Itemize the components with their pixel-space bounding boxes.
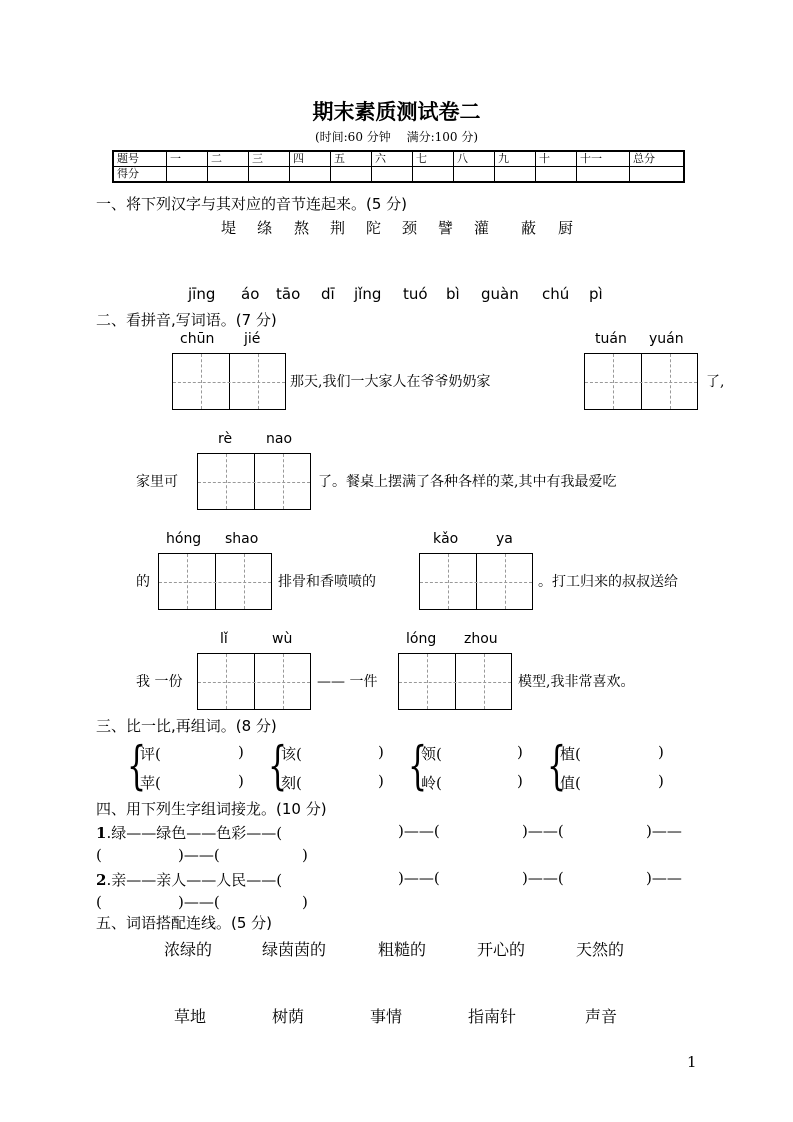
sentence-text: —— 一件 [317,674,378,690]
pinyin-hint: hóng [166,531,202,547]
s1-pinyin[interactable]: tāo [276,285,301,303]
score-cell[interactable] [577,167,630,183]
chain-start: .绿——绿色——色彩——( [106,824,283,842]
sentence-text: 模型,我非常喜欢。 [518,674,635,690]
header-cell: 六 [372,151,413,167]
chain-link[interactable]: )——( [178,893,220,911]
match-noun[interactable]: 事情 [370,1007,403,1026]
match-adjective[interactable]: 粗糙的 [378,940,427,959]
compare-word[interactable]: 值( [560,774,581,792]
compare-word[interactable]: 岭( [421,774,442,792]
chain-link[interactable]: )—— [646,822,682,840]
writing-box[interactable] [584,353,698,410]
section-5-heading: 五、词语搭配连线。(5 分) [96,914,273,932]
sentence-text: 那天,我们一大家人在爷爷奶奶家 [290,374,491,390]
pinyin-hint: rè [218,431,233,447]
chain-link[interactable]: )——( [178,846,220,864]
match-adjective[interactable]: 绿茵茵的 [262,940,327,959]
row-label: 得分 [113,167,167,183]
pinyin-hint: tuán [595,331,627,347]
writing-box[interactable] [398,653,512,710]
s1-char[interactable]: 厨 [558,219,574,237]
section-2-heading: 二、看拼音,写词语。(7 分) [96,311,277,329]
score-table [112,150,685,183]
page-number: 1 [687,1053,697,1071]
brace-icon: { [268,736,288,797]
compare-close: ) [658,743,664,761]
s1-pinyin[interactable]: tuó [403,285,428,303]
match-noun[interactable]: 树荫 [272,1007,305,1026]
chain-link[interactable]: )——( [522,822,564,840]
compare-word[interactable]: 苹( [140,774,161,792]
brace-icon: { [127,736,147,797]
chain-line-2 [96,869,282,890]
s1-pinyin[interactable]: guàn [481,285,519,303]
s1-pinyin[interactable]: chú [542,285,570,303]
writing-box[interactable] [197,453,311,510]
sentence-text: 排骨和香喷喷的 [278,574,376,590]
sentence-text: 家里可 [136,474,178,490]
chain-line-1 [96,822,282,843]
header-cell: 七 [413,151,454,167]
header-cell: 五 [331,151,372,167]
s1-char[interactable]: 譬 [438,219,454,237]
score-header-row [113,151,684,167]
writing-box[interactable] [158,553,272,610]
compare-close: ) [658,772,664,790]
compare-close: ) [517,772,523,790]
s1-char[interactable]: 陀 [366,219,382,237]
page-title: 期末素质测试卷二 [312,100,481,124]
s1-char[interactable]: 荆 [330,219,346,237]
score-cell[interactable] [167,167,208,183]
s1-char[interactable]: 蔽 [521,219,537,237]
match-adjective[interactable]: 浓绿的 [164,940,213,959]
header-cell: 十一 [577,151,630,167]
exam-info: (时间:60 分钟 满分:100 分) [314,130,479,144]
s1-char[interactable]: 灌 [474,219,490,237]
s1-char[interactable]: 颈 [402,219,418,237]
sentence-text: 了, [706,374,725,390]
s1-char[interactable]: 绦 [257,219,273,237]
compare-word[interactable]: 植( [560,745,581,763]
brace-icon: { [547,736,567,797]
match-noun[interactable]: 指南针 [468,1007,517,1026]
chain-open: ( [96,893,102,911]
score-value-row [113,167,684,183]
score-cell[interactable] [331,167,372,183]
writing-box[interactable] [197,653,311,710]
s1-char[interactable]: 熬 [294,219,310,237]
section-1-heading: 一、将下列汉字与其对应的音节连起来。(5 分) [96,195,408,213]
header-cell: 题号 [113,151,167,167]
chain-link[interactable]: )——( [522,869,564,887]
pinyin-hint: chūn [180,331,215,347]
s1-pinyin[interactable]: bì [446,285,460,303]
pinyin-hint: nao [266,431,293,447]
header-cell: 总分 [630,151,685,167]
s1-pinyin[interactable]: áo [241,285,260,303]
compare-close: ) [238,743,244,761]
chain-open: ( [96,846,102,864]
score-cell[interactable] [454,167,495,183]
header-cell: 三 [249,151,290,167]
pinyin-hint: yuán [649,331,684,347]
compare-close: ) [238,772,244,790]
sentence-text: 了。餐桌上摆满了各种各样的菜,其中有我最爱吃 [318,474,617,490]
section-4-heading: 四、用下列生字组词接龙。(10 分) [96,800,327,818]
score-cell[interactable] [290,167,331,183]
compare-word[interactable]: 该( [281,745,302,763]
sentence-text: 我 一份 [136,674,183,690]
header-cell: 十 [536,151,577,167]
score-cell[interactable] [372,167,413,183]
chain-start: .亲——亲人——人民——( [106,871,283,889]
header-cell: 一 [167,151,208,167]
match-adjective[interactable]: 开心的 [477,940,526,959]
pinyin-hint: shao [225,531,259,547]
chain-link[interactable]: )——( [398,822,440,840]
header-cell: 二 [208,151,249,167]
sentence-text: 的 [136,574,150,590]
header-cell: 八 [454,151,495,167]
s1-pinyin[interactable]: dī [321,285,335,303]
s1-pinyin[interactable]: jīng [188,285,216,303]
header-cell: 四 [290,151,331,167]
pinyin-hint: lǐ [220,631,228,647]
s1-char[interactable]: 堤 [221,219,237,237]
match-noun[interactable]: 草地 [174,1007,207,1026]
compare-word[interactable]: 刻( [281,774,302,792]
chain-number: 1 [96,824,107,842]
chain-number: 2 [96,871,107,889]
pinyin-hint: wù [272,631,293,647]
compare-word[interactable]: 评( [140,745,161,763]
chain-close: ) [302,893,308,911]
compare-word[interactable]: 领( [421,745,442,763]
s1-pinyin[interactable]: jǐng [354,285,382,303]
section-3-heading: 三、比一比,再组词。(8 分) [96,717,277,735]
score-cell[interactable] [536,167,577,183]
sentence-text: 。打工归来的叔叔送给 [538,574,678,590]
pinyin-hint: kǎo [433,531,459,547]
score-cell[interactable] [630,167,685,183]
header-cell: 九 [495,151,536,167]
score-cell[interactable] [208,167,249,183]
pinyin-hint: jié [244,331,261,347]
writing-box[interactable] [172,353,286,410]
match-adjective[interactable]: 天然的 [576,940,625,959]
compare-close: ) [378,772,384,790]
chain-link[interactable]: )—— [646,869,682,887]
pinyin-hint: lóng [406,631,437,647]
compare-close: ) [517,743,523,761]
pinyin-hint: ya [496,531,513,547]
brace-icon: { [408,736,428,797]
score-cell[interactable] [249,167,290,183]
score-cell[interactable] [495,167,536,183]
writing-box[interactable] [419,553,533,610]
score-cell[interactable] [413,167,454,183]
chain-close: ) [302,846,308,864]
match-noun[interactable]: 声音 [585,1007,618,1026]
s1-pinyin[interactable]: pì [589,285,603,303]
chain-link[interactable]: )——( [398,869,440,887]
compare-close: ) [378,743,384,761]
pinyin-hint: zhou [464,631,498,647]
